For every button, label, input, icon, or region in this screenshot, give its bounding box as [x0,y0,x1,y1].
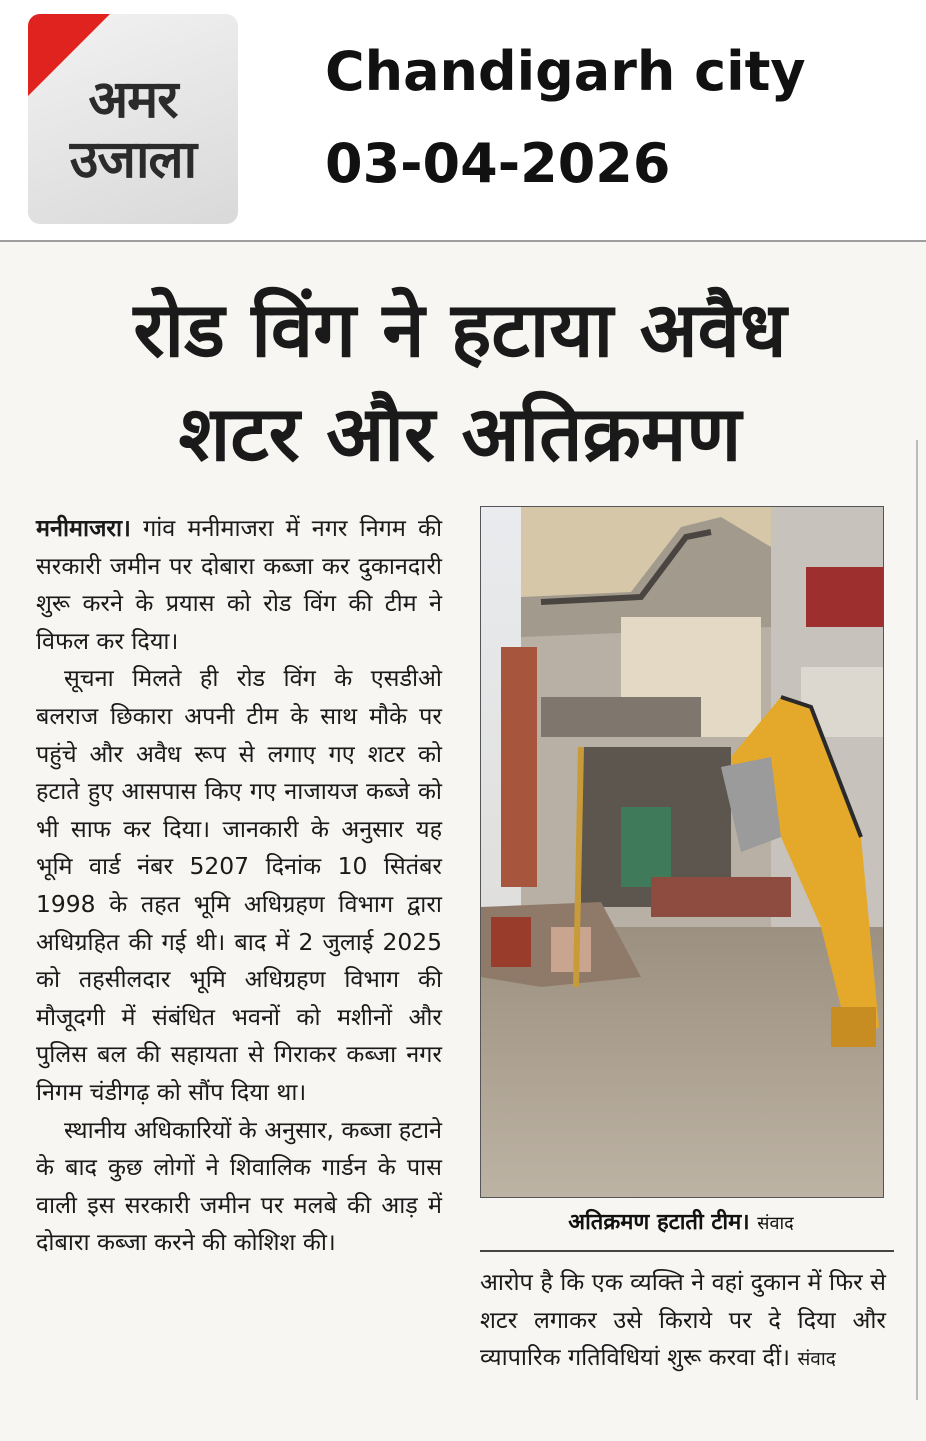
edition-date: 03-04-2026 [325,132,671,195]
paragraph-1 [36,510,442,660]
photo-caption [480,1206,882,1236]
headline-line1: रोड विंग ने हटाया अवैध [133,285,787,374]
logo-text-line1: अमर [88,70,178,130]
caption-divider [480,1250,894,1252]
headline-line2: शटर और अतिक्रमण [178,389,742,478]
paragraph-2: सूचना मिलते ही रोड विंग के एसडीओ बलराज छिकारा अपनी टीम के साथ मौके पर पहुंचे और अवैध रूप से लगाए गए शटर को हटाते हुए आसपास किए गए नाजायज कब्जे को भी साफ कर दिया। जानकारी के अनुसार यह भूमि वार्ड नंबर 5207 दिनांक 10 सितंबर 1998 के तहत भूमि अधिग्रहण विभाग द्वारा अधिग्रहित की गई थी। बाद में 2 जुलाई 2025 को तहसीलदार भूमि अधिग्रहण विभाग की मौजूदगी में संबंधित भवनों को मशीनों और पुलिस बल की सहायता से गिराकर कब्जा नगर निगम चंडीगढ़ को सौंप दिया था। [36,664,442,1106]
masthead [0,0,926,240]
demolition-photo-illustration [481,507,883,1197]
logo-text-line2: उजाला [69,130,197,190]
amar-ujala-logo [28,14,238,224]
demolition-photo [480,506,884,1198]
photo-caption-text: अतिक्रमण हटाती टीम। [568,1210,750,1235]
article-right-column [480,1264,886,1379]
paragraph-3: स्थानीय अधिकारियों के अनुसार, कब्जा हटाने के बाद कुछ लोगों ने शिवालिक गार्डन के पास वाली इस सरकारी जमीन पर मलबे की आड़ में दोबारा कब्जा करने की कोशिश की। [36,1115,442,1257]
photo-caption-credit: संवाद [757,1213,794,1234]
paragraph-4-credit: संवाद [797,1348,836,1371]
edition-city: Chandigarh city [325,40,806,103]
article-left-column [36,510,442,1262]
dateline: मनीमाजरा। [36,514,131,542]
adjacent-column-divider [916,440,918,1400]
paragraph-4: आरोप है कि एक व्यक्ति ने वहां दुकान में फिर से शटर लगाकर उसे किराये पर दे दिया और व्यापारिक गतिविधियां शुरू करवा दीं। [480,1268,886,1372]
paragraph-1-text: गांव मनीमाजरा में नगर निगम की सरकारी जमीन पर दोबारा कब्जा कर दुकानदारी शुरू करने के प्रयास को रोड विंग की टीम ने विफल कर दिया। [36,514,443,655]
